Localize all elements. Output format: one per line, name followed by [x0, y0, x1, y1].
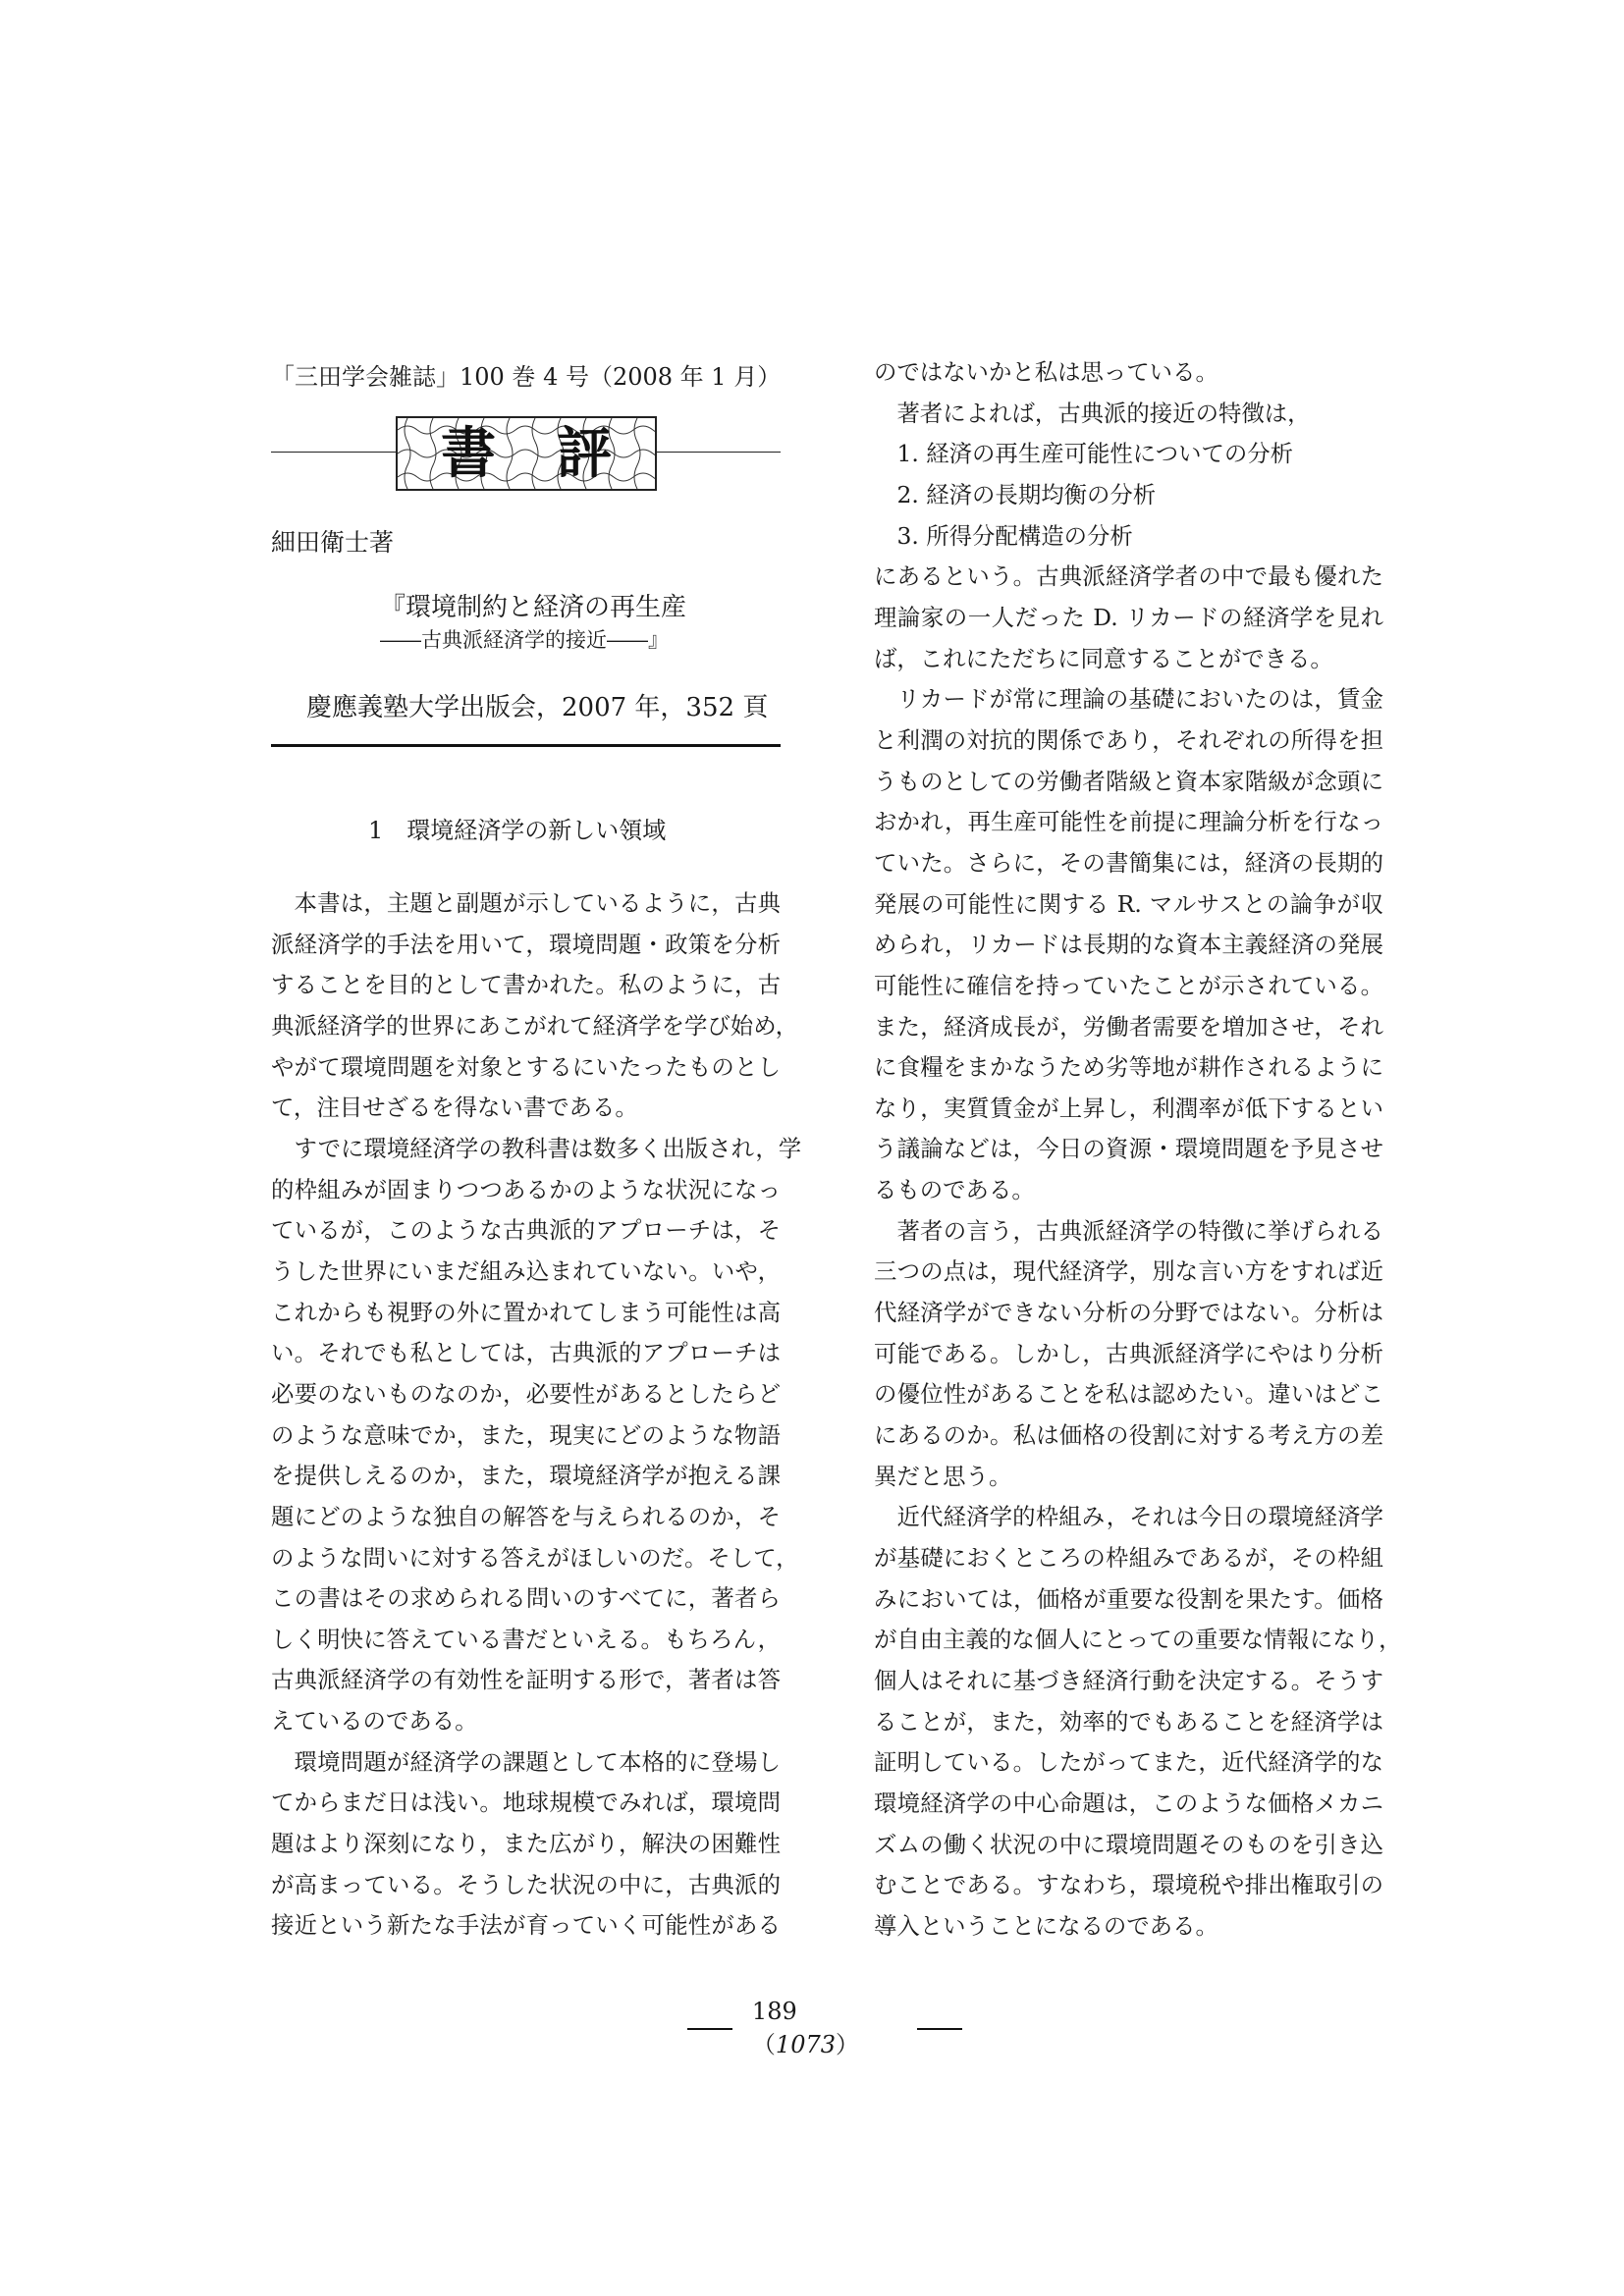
text-line: が高まっている。そうした状況の中に，古典派的 [271, 1870, 781, 1898]
title-divider [271, 744, 781, 747]
text-line: 古典派経済学の有効性を証明する形で，著者は答 [271, 1666, 781, 1694]
paragraph [874, 557, 1383, 679]
text-line: 証明している。したがってまた，近代経済学的な [874, 1748, 1383, 1777]
book-subtitle: ――古典派経済学的接近――』 [380, 628, 669, 652]
text-line: 近代経済学的枠組み，それは今日の環境経済学 [896, 1503, 1383, 1531]
book-author: 細田衛士著 [271, 528, 395, 557]
paragraph [271, 1742, 781, 1947]
text-line: のような意味でか，また，現実にどのような物語 [271, 1420, 781, 1449]
text-line: のではないかと私は思っている。 [874, 358, 1218, 386]
paragraph [874, 1211, 1383, 1498]
list-item [874, 434, 1383, 475]
text-line: 理論家の一人だった D. リカードの経済学を見れ [874, 603, 1383, 631]
text-line: 題はより深刻になり，また広がり，解決の困難性 [271, 1830, 781, 1858]
text-line: 発展の可能性に関する R. マルサスとの論争が収 [874, 889, 1383, 918]
text-line: 可能である。しかし，古典派経済学にやはり分析 [874, 1339, 1383, 1367]
text-line: おかれ，再生産可能性を前提に理論分析を行なっ [874, 808, 1383, 836]
text-line: に食糧をまかなうため劣等地が耕作されるように [874, 1053, 1383, 1082]
text-line: むことである。すなわち，環境税や排出権取引の [874, 1871, 1383, 1899]
list-item [874, 475, 1383, 516]
text-line: ズムの働く状況の中に環境問題そのものを引き込 [874, 1830, 1383, 1858]
paragraph [271, 883, 799, 1129]
text-line: 代経済学ができない分析の分野ではない。分析は [874, 1299, 1383, 1327]
dash-right [917, 2028, 962, 2030]
text-line: にあるという。古典派経済学者の中で最も優れた [874, 562, 1383, 591]
text-line: リカードが常に理論の基礎においたのは，賃金 [896, 685, 1383, 714]
dash-left [687, 2028, 732, 2030]
text-line: 著者によれば，古典派的接近の特徴は， [896, 399, 1311, 427]
text-line: 可能性に確信を持っていたことが示されている。 [874, 971, 1383, 999]
text-line: の優位性があることを私は認めたい。違いはどこ [874, 1380, 1383, 1409]
book-publisher: 慶應義塾大学出版会，2007 年，352 頁 [306, 693, 769, 722]
text-line: みにおいては，価格が重要な役割を果たす。価格 [874, 1584, 1383, 1613]
text-line: ていた。さらに，その書簡集には，経済の長期的 [874, 848, 1383, 877]
page-number-text: 189（1073） [751, 1998, 859, 2058]
text-line: えているのである。 [271, 1707, 478, 1735]
text-line: を提供しえるのか，また，環境経済学が抱える課 [271, 1462, 781, 1490]
text-line: 1. 経済の再生産可能性についての分析 [896, 440, 1294, 468]
paragraph [874, 1497, 1402, 1947]
text-line: 著者の言う，古典派経済学の特徴に挙げられる [896, 1216, 1383, 1245]
text-line: 三つの点は，現代経済学，別な言い方をすれば近 [874, 1257, 1383, 1286]
text-line: 題にどのような独自の解答を与えられるのか，そ [271, 1502, 781, 1530]
text-line: これからも視野の外に置かれてしまう可能性は高 [271, 1298, 781, 1326]
book-title: 『環境制約と経済の再生産 [380, 593, 687, 622]
left-column [271, 883, 802, 1947]
text-line: 3. 所得分配構造の分析 [896, 521, 1133, 550]
text-line: なり，実質賃金が上昇し，利潤率が低下するとい [874, 1094, 1383, 1122]
text-line: 典派経済学的世界にあこがれて経済学を学び始め， [271, 1011, 799, 1040]
text-line: い。それでも私としては，古典派的アプローチは [271, 1339, 781, 1367]
text-line: ることが，また，効率的でもあることを経済学は [874, 1707, 1383, 1735]
text-line: うした世界にいまだ組み込まれていない。いや， [271, 1256, 781, 1285]
paragraph [874, 394, 1383, 435]
text-line: のような問いに対する答えがほしいのだ。そして， [271, 1543, 799, 1572]
text-line: やがて環境問題を対象とするにいたったものとし [271, 1052, 781, 1081]
text-line: と利潤の対抗的関係であり，それぞれの所得を担 [874, 725, 1383, 754]
paragraph [874, 679, 1383, 1211]
right-column [874, 352, 1402, 1948]
text-line: ているが，このような古典派的アプローチは，そ [271, 1216, 781, 1245]
journal-header: 「三田学会雑誌」100 巻 4 号（2008 年 1 月） [271, 363, 782, 391]
text-line: 2. 経済の長期均衡の分析 [896, 480, 1157, 508]
text-line: すでに環境経済学の教科書は数多く出版され，学 [294, 1134, 802, 1162]
page-number [687, 1998, 962, 2059]
paragraph [271, 1129, 802, 1742]
text-line: 環境問題が経済学の課題として本格的に登場し [294, 1747, 781, 1776]
text-line: 必要のないものなのか，必要性があるとしたらど [271, 1379, 781, 1408]
badge-pattern [398, 418, 655, 489]
list-item [874, 516, 1383, 558]
text-line: にあるのか。私は価格の役割に対する考え方の差 [874, 1421, 1383, 1450]
text-line: 個人はそれに基づき経済行動を決定する。そうす [874, 1667, 1383, 1694]
book-review-badge [396, 416, 657, 491]
text-line: 派経済学的手法を用いて，環境問題・政策を分析 [271, 930, 781, 958]
text-line: 的枠組みが固まりつつあるかのような状況になっ [271, 1175, 781, 1203]
text-line: うものとしての労働者階級と資本家階級が念頭に [874, 767, 1383, 795]
badge-rule-left [271, 452, 396, 453]
text-line: しく明快に答えている書だといえる。もちろん， [271, 1625, 781, 1653]
text-line: 導入ということになるのである。 [874, 1911, 1218, 1940]
page-number-value: 189 [751, 1998, 797, 2025]
section-heading: 1 環境経済学の新しい領域 [368, 817, 667, 844]
text-line: が基礎におくところの枠組みであるが，その枠組 [874, 1544, 1383, 1573]
text-line: することを目的として書かれた。私のように，古 [271, 971, 781, 999]
text-line: るものである。 [874, 1176, 1035, 1204]
text-line: 接近という新たな手法が育っていく可能性がある [271, 1911, 781, 1940]
text-line: 本書は，主題と副題が示しているように，古典 [294, 889, 781, 917]
text-line: う議論などは，今日の資源・環境問題を予見させ [874, 1135, 1383, 1163]
text-line: められ，リカードは長期的な資本主義経済の発展 [874, 931, 1383, 959]
text-line: て，注目せざるを得ない書である。 [271, 1094, 638, 1122]
text-line: てからまだ日は浅い。地球規模でみれば，環境問 [271, 1789, 781, 1817]
paragraph [874, 352, 1383, 394]
text-line: また，経済成長が，労働者需要を増加させ，それ [874, 1012, 1383, 1041]
text-line: 環境経済学の中心命題は，このような価格メカニ [874, 1789, 1383, 1817]
badge-char-hyo: 評 [557, 421, 612, 486]
text-line: ば，これにただちに同意することができる。 [874, 644, 1333, 672]
text-line: 異だと思う。 [874, 1462, 1012, 1490]
total-page-value: 1073 [775, 2031, 836, 2058]
badge-char-sho: 書 [441, 421, 496, 486]
badge-rule-right [657, 452, 781, 453]
text-line: この書はその求められる問いのすべてに，著者ら [271, 1584, 781, 1613]
text-line: が自由主義的な個人にとっての重要な情報になり， [874, 1626, 1402, 1654]
